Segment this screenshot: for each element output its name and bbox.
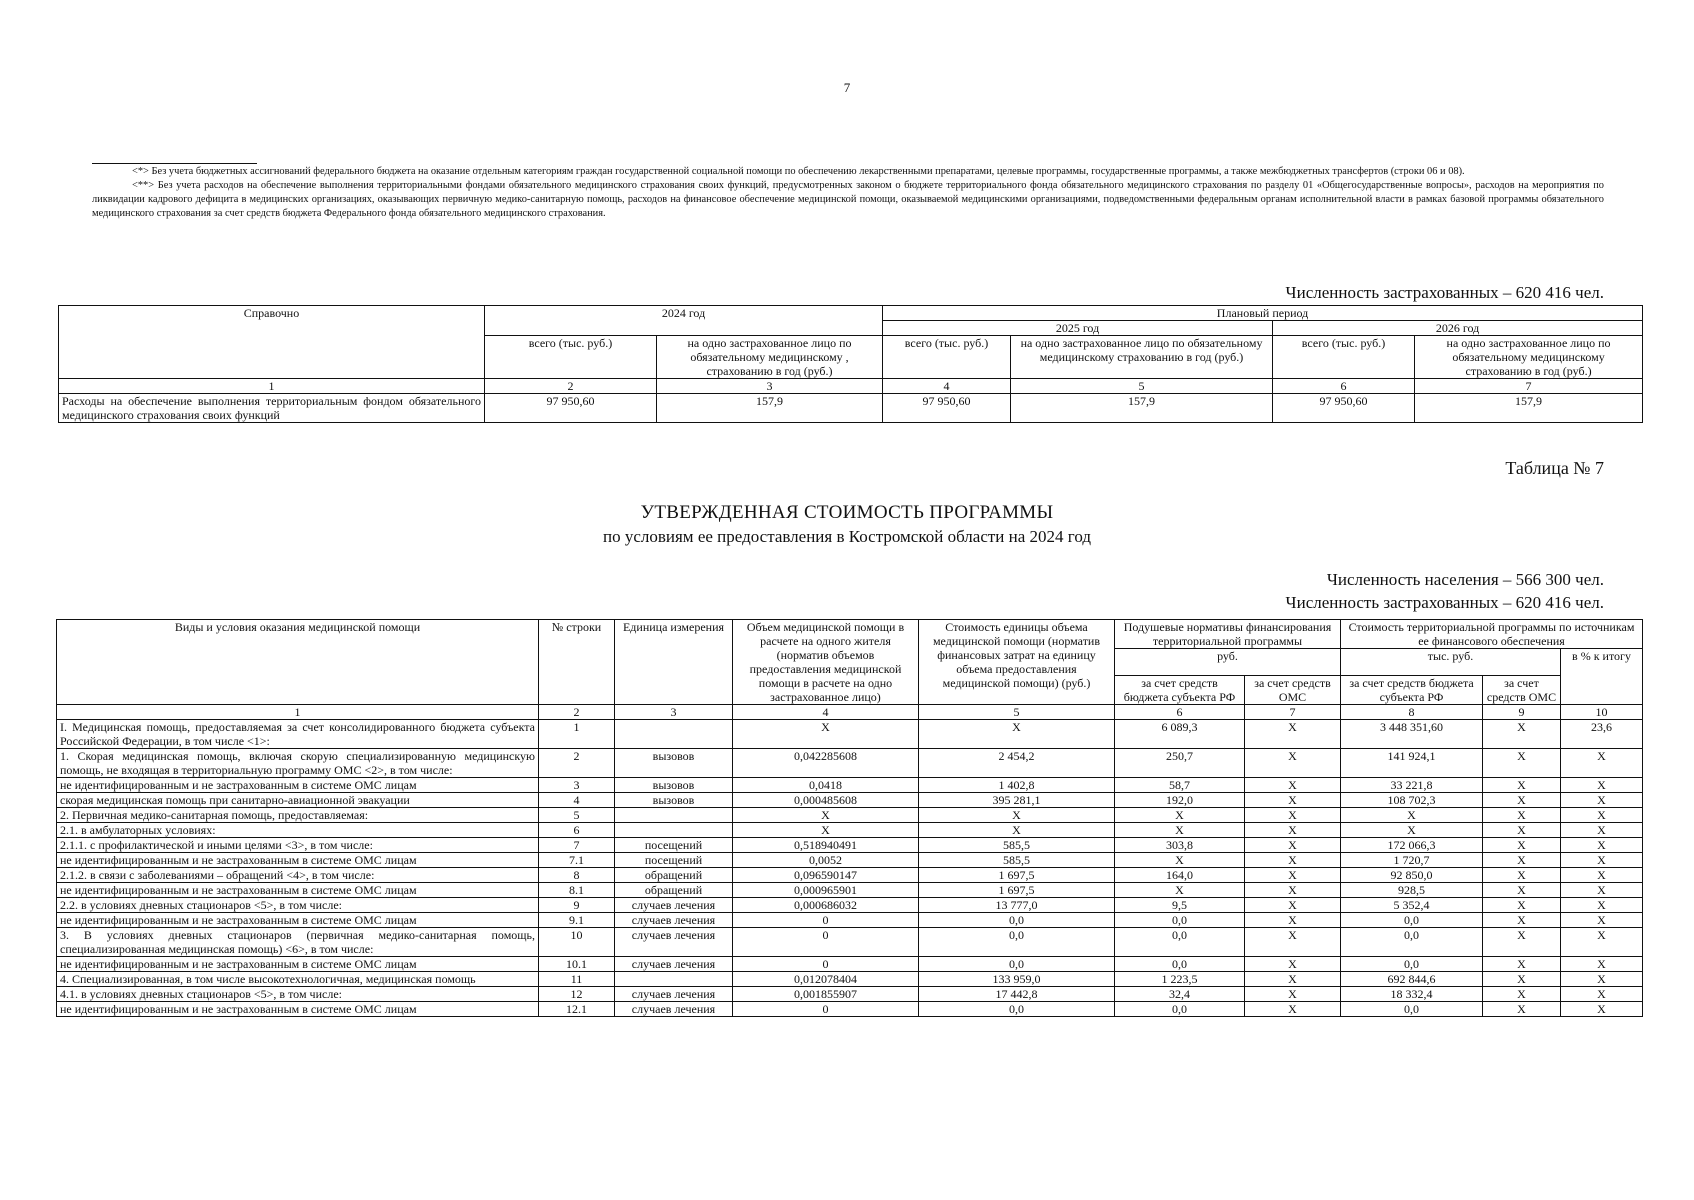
cell: 0,0418	[733, 778, 919, 793]
row-label: скорая медицинская помощь при санитарно-авиационной эвакуации	[57, 793, 539, 808]
header-budget: за счет средств бюджета субъекта РФ	[1341, 676, 1483, 705]
cell: случаев лечения	[615, 898, 733, 913]
cell: 172 066,3	[1341, 838, 1483, 853]
cell: случаев лечения	[615, 957, 733, 972]
column-number: 3	[615, 705, 733, 720]
cell: 9	[539, 898, 615, 913]
table-row	[59, 394, 1643, 423]
table-row	[57, 808, 1643, 823]
cell: 0	[733, 913, 919, 928]
cell: случаев лечения	[615, 1002, 733, 1017]
header-thousand-rub: тыс. руб.	[1341, 649, 1561, 676]
table-row	[57, 928, 1643, 957]
cell: 1 223,5	[1115, 972, 1245, 987]
cell: Х	[1483, 778, 1561, 793]
cell: Х	[1483, 793, 1561, 808]
row-label: не идентифицированным и не застрахованным в системе ОМС лицам	[57, 957, 539, 972]
column-number: 6	[1273, 379, 1415, 394]
footnote-2: <**> Без учета расходов на обеспечение выполнения территориальными фондами обязательного медицинского страхования своих функций, предусмотренных законом о бюджете территориального фонда обязательного медицинского страхования по разделу 01 «Общегосударственные вопросы», расходов на мероприятия по ликвидации кадрового дефицита в медицинских организациях, оказывающих первичную медико-санитарную помощь, расходов на финансовое обеспечение медицинской помощи, оказываемой медицинскими организациями, подведомственными федеральным органам исполнительной власти в рамках базовой программы обязательного медицинского страхования за счет средств бюджета Федерального фонда обязательного медицинского страхования.	[92, 180, 1604, 219]
cell: Х	[1245, 913, 1341, 928]
footnote-separator	[92, 163, 257, 164]
insured-note-top: Численность застрахованных – 620 416 чел.	[1285, 283, 1604, 302]
cell: Х	[1483, 987, 1561, 1002]
cell: 585,5	[919, 853, 1115, 868]
cell: 0,0	[1341, 957, 1483, 972]
cell: Х	[1115, 808, 1245, 823]
cell: Х	[1245, 778, 1341, 793]
table-row	[57, 720, 1643, 749]
cell: 0,0	[1115, 1002, 1245, 1017]
header-per-capita: Подушевые нормативы финансирования территориальной программы	[1115, 620, 1341, 649]
cell: Х	[733, 720, 919, 749]
header-total-2025: всего (тыс. руб.)	[883, 336, 1011, 379]
cell: 303,8	[1115, 838, 1245, 853]
cell: 6	[539, 823, 615, 838]
cell: Х	[1483, 808, 1561, 823]
cell: 4	[539, 793, 615, 808]
row-label: 2.1.1. с профилактической и иными целями <3>, в том числе:	[57, 838, 539, 853]
column-number: 2	[485, 379, 657, 394]
header-2024: 2024 год	[485, 306, 883, 336]
table-row	[57, 868, 1643, 883]
header-total-2024: всего (тыс. руб.)	[485, 336, 657, 379]
cell: Х	[1561, 838, 1643, 853]
cell: 97 950,60	[883, 394, 1011, 423]
row-label: не идентифицированным и не застрахованным в системе ОМС лицам	[57, 853, 539, 868]
header-reference: Справочно	[59, 306, 485, 379]
header-total-2026: всего (тыс. руб.)	[1273, 336, 1415, 379]
cell: 928,5	[1341, 883, 1483, 898]
cell: Х	[1561, 823, 1643, 838]
cell: 12.1	[539, 1002, 615, 1017]
cell: 0,001855907	[733, 987, 919, 1002]
cell: 108 702,3	[1341, 793, 1483, 808]
cell: Х	[1245, 898, 1341, 913]
cell: Х	[1483, 823, 1561, 838]
cell: Х	[1245, 1002, 1341, 1017]
cell: Х	[1245, 883, 1341, 898]
reference-table	[58, 305, 1643, 423]
cell: 1 402,8	[919, 778, 1115, 793]
cell: Х	[1115, 823, 1245, 838]
cell: 0,042285608	[733, 749, 919, 778]
cell: Х	[1245, 853, 1341, 868]
header-plan-period: Плановый период	[883, 306, 1643, 321]
cell: случаев лечения	[615, 913, 733, 928]
cell: 141 924,1	[1341, 749, 1483, 778]
header-percent: в % к итогу	[1561, 649, 1643, 705]
cell: Х	[1561, 957, 1643, 972]
cell: Х	[1483, 898, 1561, 913]
cell: Х	[1245, 720, 1341, 749]
header-kinds: Виды и условия оказания медицинской помощи	[57, 620, 539, 705]
cell: 157,9	[657, 394, 883, 423]
cell: Х	[1483, 928, 1561, 957]
column-number: 10	[1561, 705, 1643, 720]
cell: 33 221,8	[1341, 778, 1483, 793]
cell: Х	[1115, 853, 1245, 868]
table-row	[57, 1002, 1643, 1017]
cell: Х	[1245, 957, 1341, 972]
cell: 0	[733, 957, 919, 972]
cell: 1 697,5	[919, 868, 1115, 883]
cell: 6 089,3	[1115, 720, 1245, 749]
cell: Х	[733, 808, 919, 823]
cell: 17 442,8	[919, 987, 1115, 1002]
cell: 1	[539, 720, 615, 749]
cell: Х	[1245, 928, 1341, 957]
cell: обращений	[615, 883, 733, 898]
header-rub: руб.	[1115, 649, 1341, 676]
row-label: 4.1. в условиях дневных стационаров <5>, в том числе:	[57, 987, 539, 1002]
header-unit: Единица измерения	[615, 620, 733, 705]
cell: Х	[1245, 808, 1341, 823]
cell: Х	[1245, 987, 1341, 1002]
cell	[615, 808, 733, 823]
column-number: 7	[1245, 705, 1341, 720]
cell: обращений	[615, 868, 733, 883]
header-unit-cost: Стоимость единицы объема медицинской помощи (норматив финансовых затрат на единицу объема предоставления медицинской помощи) (руб.)	[919, 620, 1115, 705]
cell: вызовов	[615, 778, 733, 793]
cell: 10.1	[539, 957, 615, 972]
cell: 92 850,0	[1341, 868, 1483, 883]
cell: Х	[1561, 972, 1643, 987]
cell: Х	[1341, 823, 1483, 838]
header-volume: Объем медицинской помощи в расчете на одного жителя (норматив объемов предоставления медицинской помощи в расчете на одно застрахованное лицо)	[733, 620, 919, 705]
row-label: не идентифицированным и не застрахованным в системе ОМС лицам	[57, 883, 539, 898]
cell: 0,012078404	[733, 972, 919, 987]
cell: Х	[1341, 808, 1483, 823]
cell: Х	[1561, 883, 1643, 898]
cell: Х	[1561, 987, 1643, 1002]
column-number: 4	[733, 705, 919, 720]
cell: 97 950,60	[1273, 394, 1415, 423]
cell: 11	[539, 972, 615, 987]
table-row	[57, 778, 1643, 793]
cell: 0,0	[1341, 1002, 1483, 1017]
cell: 0,0	[1115, 928, 1245, 957]
row-label: 4. Специализированная, в том числе высокотехнологичная, медицинская помощь	[57, 972, 539, 987]
cell: 133 959,0	[919, 972, 1115, 987]
header-2025: 2025 год	[883, 321, 1273, 336]
cell: посещений	[615, 853, 733, 868]
cell: 2	[539, 749, 615, 778]
cell: Х	[1483, 957, 1561, 972]
insured-note: Численность застрахованных – 620 416 чел.	[1285, 593, 1604, 612]
cell: Х	[1483, 868, 1561, 883]
cell: 0,096590147	[733, 868, 919, 883]
column-number: 3	[657, 379, 883, 394]
cell: 250,7	[1115, 749, 1245, 778]
cell: вызовов	[615, 749, 733, 778]
cell: 9,5	[1115, 898, 1245, 913]
cell: 395 281,1	[919, 793, 1115, 808]
cell: Х	[1245, 972, 1341, 987]
table-row	[57, 913, 1643, 928]
cell: 0,000485608	[733, 793, 919, 808]
cell: 157,9	[1011, 394, 1273, 423]
header-oms: за счет средств ОМС	[1483, 676, 1561, 705]
column-number: 8	[1341, 705, 1483, 720]
cell: 0,0	[1341, 913, 1483, 928]
column-number: 1	[59, 379, 485, 394]
header-oms: за счет средств ОМС	[1245, 676, 1341, 705]
column-number: 6	[1115, 705, 1245, 720]
table-row	[57, 853, 1643, 868]
cell: Х	[1483, 838, 1561, 853]
table-caption: Таблица № 7	[1505, 458, 1604, 478]
cell: 192,0	[1115, 793, 1245, 808]
cell: случаев лечения	[615, 928, 733, 957]
cell: 0,0	[1115, 957, 1245, 972]
cell: Х	[1245, 823, 1341, 838]
cell: Х	[733, 823, 919, 838]
row-label: I. Медицинская помощь, предоставляемая за счет консолидированного бюджета субъекта Российской Федерации, в том числе <1>:	[57, 720, 539, 749]
column-number: 1	[57, 705, 539, 720]
row-label: 1. Скорая медицинская помощь, включая скорую специализированную медицинскую помощь, не входящая в территориальную программу ОМС <2>, в том числе:	[57, 749, 539, 778]
cell: 8.1	[539, 883, 615, 898]
population-note: Численность населения – 566 300 чел.	[1326, 570, 1604, 589]
row-label: не идентифицированным и не застрахованным в системе ОМС лицам	[57, 913, 539, 928]
table-row	[57, 823, 1643, 838]
column-number: 4	[883, 379, 1011, 394]
cell: 3	[539, 778, 615, 793]
cell: Х	[1483, 749, 1561, 778]
cell: 13 777,0	[919, 898, 1115, 913]
cell: 9.1	[539, 913, 615, 928]
cell: 18 332,4	[1341, 987, 1483, 1002]
cell: Х	[1245, 793, 1341, 808]
row-label: не идентифицированным и не застрахованным в системе ОМС лицам	[57, 1002, 539, 1017]
cell: Х	[1483, 972, 1561, 987]
cell: 10	[539, 928, 615, 957]
cell: 164,0	[1115, 868, 1245, 883]
cell: Х	[1561, 898, 1643, 913]
cell: Х	[1245, 838, 1341, 853]
cell: Х	[1561, 778, 1643, 793]
page-subtitle: по условиям ее предоставления в Костромской области на 2024 год	[602, 527, 1091, 546]
cell: Х	[1115, 883, 1245, 898]
cell: 157,9	[1415, 394, 1643, 423]
column-number: 2	[539, 705, 615, 720]
cell: Х	[1561, 808, 1643, 823]
cell: 0,0	[919, 957, 1115, 972]
page-number: 7	[843, 80, 851, 95]
cell	[615, 720, 733, 749]
row-label: 2. Первичная медико-санитарная помощь, предоставляемая:	[57, 808, 539, 823]
cell: 7	[539, 838, 615, 853]
table-row	[57, 838, 1643, 853]
cell: 58,7	[1115, 778, 1245, 793]
cell: 0,518940491	[733, 838, 919, 853]
footnote-1: <*> Без учета бюджетных ассигнований федерального бюджета на оказание отдельным категориям граждан государственной социальной помощи по обеспечению лекарственными препаратами, целевые программы, государственные программы, а также межбюджетных трансфертов (строки 06 и 08).	[132, 166, 1465, 177]
cell: 7.1	[539, 853, 615, 868]
cell: Х	[1561, 913, 1643, 928]
cell: 0,0	[919, 1002, 1115, 1017]
cell: 5	[539, 808, 615, 823]
main-table	[56, 619, 1643, 1017]
cell: 0,0052	[733, 853, 919, 868]
header-row-number: № строки	[539, 620, 615, 705]
cell: Х	[1561, 793, 1643, 808]
cell	[615, 972, 733, 987]
column-numbers-row	[57, 705, 1643, 720]
cell: Х	[1561, 928, 1643, 957]
cell: 1 720,7	[1341, 853, 1483, 868]
cell: Х	[919, 823, 1115, 838]
cell: Х	[1483, 1002, 1561, 1017]
cell: посещений	[615, 838, 733, 853]
cell: Х	[1561, 853, 1643, 868]
cell: 8	[539, 868, 615, 883]
header-program-cost: Стоимость территориальной программы по источникам ее финансового обеспечения	[1341, 620, 1643, 649]
header-budget: за счет средств бюджета субъекта РФ	[1115, 676, 1245, 705]
cell: Х	[1245, 868, 1341, 883]
header-2026: 2026 год	[1273, 321, 1643, 336]
cell	[615, 823, 733, 838]
cell: 692 844,6	[1341, 972, 1483, 987]
page-title: УТВЕРЖДЕННАЯ СТОИМОСТЬ ПРОГРАММЫ	[640, 502, 1054, 523]
cell: 0	[733, 1002, 919, 1017]
cell: 585,5	[919, 838, 1115, 853]
column-number: 9	[1483, 705, 1561, 720]
column-numbers-row	[59, 379, 1643, 394]
row-label: 2.2. в условиях дневных стационаров <5>, в том числе:	[57, 898, 539, 913]
table-row	[57, 793, 1643, 808]
cell: 0,0	[1341, 928, 1483, 957]
table-row	[57, 957, 1643, 972]
cell: 3 448 351,60	[1341, 720, 1483, 749]
cell: 2 454,2	[919, 749, 1115, 778]
table-row	[57, 883, 1643, 898]
cell: Х	[1483, 853, 1561, 868]
cell: 0,000965901	[733, 883, 919, 898]
cell: 0,0	[919, 913, 1115, 928]
cell: Х	[919, 720, 1115, 749]
table-row	[57, 749, 1643, 778]
cell: Х	[1483, 720, 1561, 749]
table-row	[57, 987, 1643, 1002]
row-label: Расходы на обеспечение выполнения территориальным фондом обязательного медицинского страхования своих функций	[59, 394, 485, 423]
cell: 1 697,5	[919, 883, 1115, 898]
cell: Х	[1561, 749, 1643, 778]
column-number: 5	[919, 705, 1115, 720]
cell: 97 950,60	[485, 394, 657, 423]
cell: Х	[1561, 1002, 1643, 1017]
row-label: 2.1. в амбулаторных условиях:	[57, 823, 539, 838]
footnotes	[92, 165, 1604, 221]
cell: Х	[1483, 913, 1561, 928]
table-row	[57, 898, 1643, 913]
row-label: не идентифицированным и не застрахованным в системе ОМС лицам	[57, 778, 539, 793]
cell: вызовов	[615, 793, 733, 808]
header-per-person-2025: на одно застрахованное лицо по обязательному медицинскому страхованию в год (руб.)	[1011, 336, 1273, 379]
column-number: 7	[1415, 379, 1643, 394]
cell: Х	[919, 808, 1115, 823]
cell: 5 352,4	[1341, 898, 1483, 913]
cell: 23,6	[1561, 720, 1643, 749]
cell: 32,4	[1115, 987, 1245, 1002]
column-number: 5	[1011, 379, 1273, 394]
cell: 0	[733, 928, 919, 957]
row-label: 3. В условиях дневных стационаров (первичная медико-санитарная помощь, специализированная медицинская помощь) <6>, в том числе:	[57, 928, 539, 957]
header-per-person-2024: на одно застрахованное лицо по обязательному медицинскому , страхованию в год (руб.)	[657, 336, 883, 379]
cell: случаев лечения	[615, 987, 733, 1002]
cell: Х	[1483, 883, 1561, 898]
cell: Х	[1561, 868, 1643, 883]
cell: 12	[539, 987, 615, 1002]
cell: Х	[1245, 749, 1341, 778]
row-label: 2.1.2. в связи с заболеваниями – обращений <4>, в том числе:	[57, 868, 539, 883]
cell: 0,0	[1115, 913, 1245, 928]
header-per-person-2026: на одно застрахованное лицо по обязательному медицинскому страхованию в год (руб.)	[1415, 336, 1643, 379]
cell: 0,000686032	[733, 898, 919, 913]
table-row	[57, 972, 1643, 987]
cell: 0,0	[919, 928, 1115, 957]
